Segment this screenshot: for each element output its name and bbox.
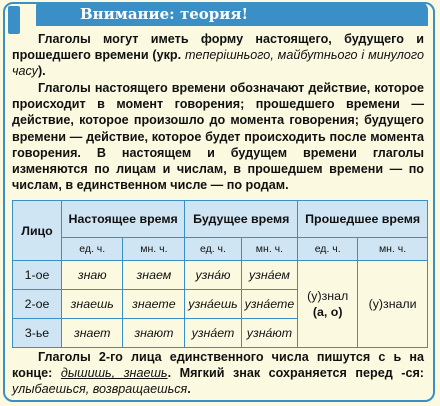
present-pl: мн. ч. — [123, 238, 185, 261]
note-examples-1: дышишь, знаешь — [60, 366, 168, 381]
past-pl-cell: (у)знали — [358, 261, 428, 348]
future-pl-cell: узна́ют — [241, 319, 298, 348]
col-past: Прошедшее время — [298, 201, 428, 238]
note-examples-2: улыбаешься, возвращаешься — [12, 382, 188, 397]
col-future: Будущее время — [185, 201, 298, 238]
header-bar — [36, 2, 428, 26]
intro-paragraph: Глаголы могут иметь форму настоящего, будущего и прошедшего времени (укр. теперішнього, майбутнього і минулого часу). — [12, 32, 424, 79]
note-paragraph: Глаголы 2-го лица единственного числа пишутся с ь на конце: дышишь, знаешь. Мягкий знак сохраняется перед -ся: улыбаешься, возвращаешься. — [12, 350, 424, 397]
present-sg-cell: знает — [62, 319, 123, 348]
header-title: Внимание: теория! — [80, 5, 249, 23]
past-sg: ед. ч. — [298, 238, 358, 261]
tab-marker — [8, 6, 20, 34]
future-pl-cell: узна́ем — [241, 261, 298, 290]
future-pl: мн. ч. — [241, 238, 298, 261]
present-pl-cell: знаем — [123, 261, 185, 290]
ukr-examples: теперішнього, майбутнього і минулого часу — [12, 48, 424, 79]
present-pl-cell: знаете — [123, 290, 185, 319]
table-row — [13, 261, 428, 290]
future-sg-cell: узна́ю — [185, 261, 241, 290]
future-sg-cell: узна́ет — [185, 319, 241, 348]
face-cell: 1-ое — [13, 261, 62, 290]
past-pl: мн. ч. — [358, 238, 428, 261]
future-sg: ед. ч. — [185, 238, 241, 261]
future-pl-cell: узна́ете — [241, 290, 298, 319]
face-cell: 3-ье — [13, 319, 62, 348]
face-cell: 2-ое — [13, 290, 62, 319]
present-sg-cell: знаешь — [62, 290, 123, 319]
future-sg-cell: узна́ешь — [185, 290, 241, 319]
present-pl-cell: знают — [123, 319, 185, 348]
present-sg: ед. ч. — [62, 238, 123, 261]
col-face: Лицо — [13, 201, 62, 261]
present-sg-cell: знаю — [62, 261, 123, 290]
col-present: Настоящее время — [62, 201, 185, 238]
tense-table — [12, 200, 428, 348]
theory-paragraph: Глаголы настоящего времени обозначают действие, которое происходит в момент говорения; прошедшего времени — действие, которое произошло до момента говорения; будущего времени — действие, которое будет происходить после момента говорения. В настоящем и будущем времени глаголы изменяются по лицам и числам, в прошедшем времени — по числам, в единственном числе — по родам. — [12, 81, 424, 193]
past-sg-cell: (у)знал (а, о) — [298, 261, 358, 348]
